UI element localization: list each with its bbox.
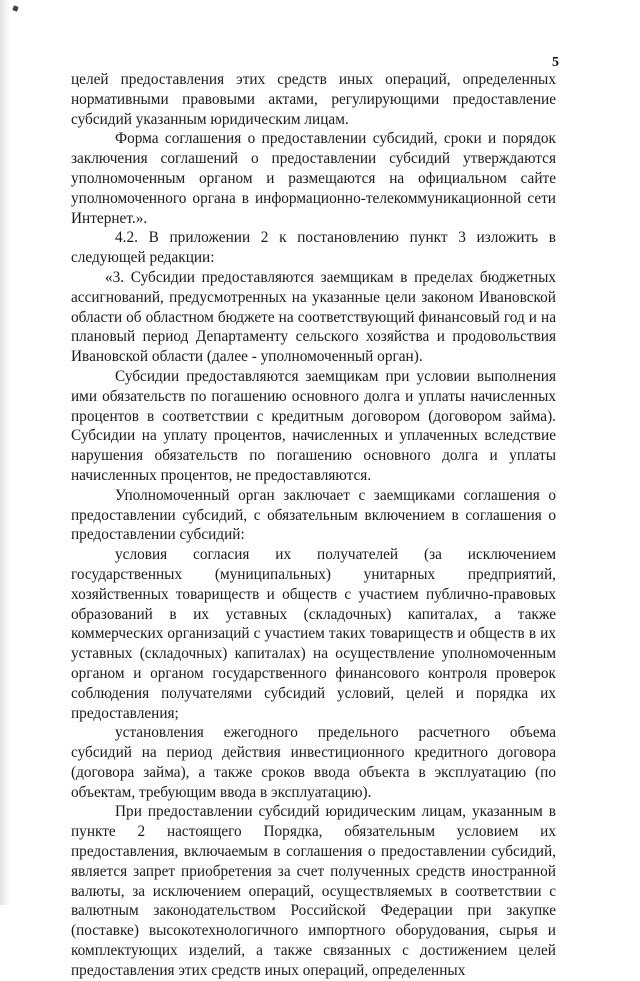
paragraph-agreement-form: Форма соглашения о предоставлении субсидий, сроки и порядок заключения соглашений о предоставлении субсидий утверждаются уполномоченным органом и размещаются на официальном сайте уполномоченного органа в информационно-телекоммуникационной сети Интернет.». [71,130,556,227]
paragraph-annual-limit: установления ежегодного предельного расчетного объема субсидий на период действия инвестиционного кредитного договора (договора займа), а также сроков ввода объекта в эксплуатацию (по объектам, требующим ввода в эксплуатацию). [71,724,556,801]
document-body [71,70,556,981]
paragraph-item-3: «3. Субсидии предоставляются заемщикам в пределах бюджетных ассигнований, предусмотренных на указанные цели законом Ивановской области об областном бюджете на соответствующий финансовый год и на плановый период Департаменту сельского хозяйства и продовольствия Ивановской области (далее - уполномоченный орган). [71,268,556,366]
paragraph-amendment-4-2: 4.2. В приложении 2 к постановлению пункт 3 изложить в следующей редакции: [71,229,556,267]
scan-edge [0,0,10,905]
scan-artifact [12,5,18,11]
paragraph-continuation: целей предоставления этих средств иных операций, определенных нормативными правовыми актами, регулирующими предоставление субсидий указанным юридическим лицам. [71,71,556,128]
page-number: 5 [552,55,559,70]
paragraph-legal-entities: При предоставлении субсидий юридическим лицам, указанным в пункте 2 настоящего Порядка, обязательным условием их предоставления, включаемым в соглашения о предоставлении субсидий, является запрет приобретения за счет полученных средств иностранной валюты, за исключением операций, осуществляемых в соответствии с валютным законодательством Российской Федерации при закупке (поставке) высокотехнологичного импортного оборудования, сырья и комплектующих изделий, а также связанных с достижением целей предоставления этих средств иных операций, определенных [71,803,556,979]
paragraph-consent-conditions: условия согласия их получателей (за исключением государственных (муниципальных) унитарных предприятий, хозяйственных товариществ и обществ с участием публично-правовых образований в их уставных (складочных) капиталах, а также коммерческих организаций с участием таких товариществ и обществ в их уставных (складочных) капиталах) на осуществление уполномоченным органом и органом государственного финансового контроля проверок соблюдения получателями субсидий условий, целей и порядка их предоставления; [71,546,556,722]
paragraph-agreements: Уполномоченный орган заключает с заемщиками соглашения о предоставлении субсидий, с обязательным включением в соглашения о предоставлении субсидий: [71,486,556,544]
paragraph-subsidy-conditions: Субсидии предоставляются заемщикам при условии выполнения ими обязательств по погашению основного долга и уплаты начисленных процентов в соответствии с кредитным договором (договором займа). Субсидии на уплату процентов, начисленных и уплаченных вследствие нарушения обязательств по погашению основного долга и уплаты начисленных процентов, не предоставляются. [71,367,556,484]
